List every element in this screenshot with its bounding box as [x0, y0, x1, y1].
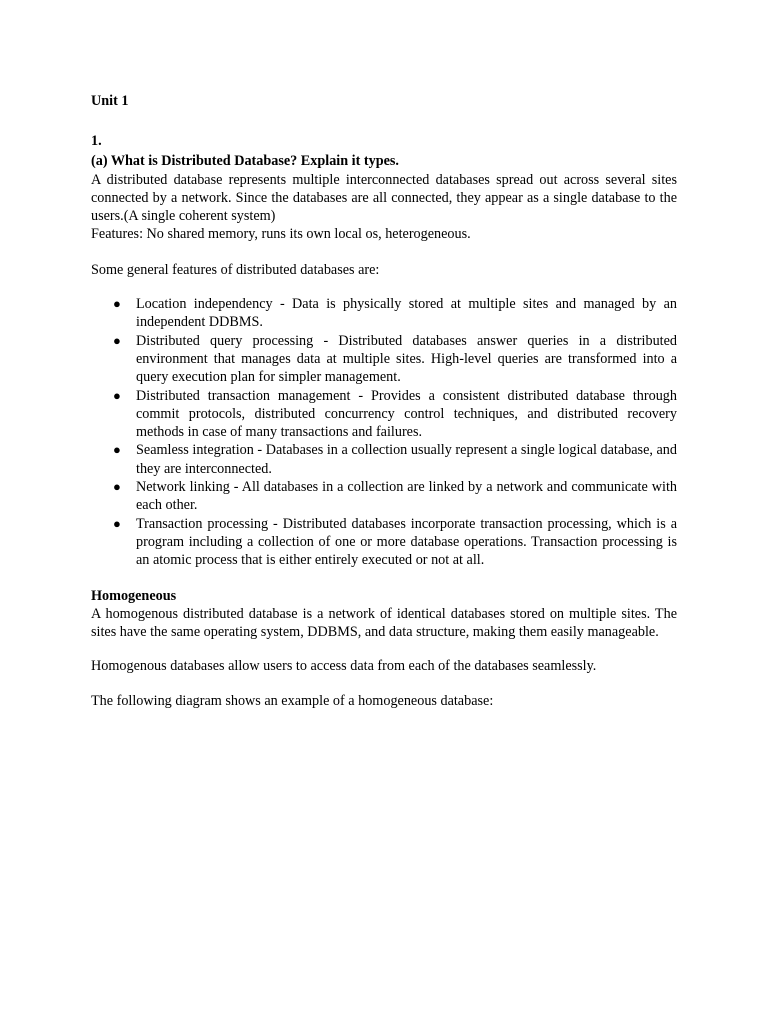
bullet-icon: ●: [113, 387, 121, 403]
bullet-icon: ●: [113, 296, 121, 312]
diagram-intro-paragraph: The following diagram shows an example of a homogeneous database:: [91, 692, 494, 709]
list-item: [91, 295, 677, 332]
list-item: [91, 441, 677, 478]
list-item: [91, 387, 677, 442]
list-item-text: Distributed transaction management - Provides a consistent distributed database through commit protocols, distributed concurrency control techniques, and distributed recovery methods in case of many transactions and failures.: [136, 387, 677, 441]
question-number: 1.: [91, 133, 102, 149]
list-item: [91, 515, 677, 570]
list-item-text: Distributed query processing - Distributed databases answer queries in a distributed environment that manages data at multiple sites. High-level queries are transformed into a query execution plan for simpler management.: [136, 332, 677, 386]
list-item: [91, 478, 677, 515]
bullet-icon: ●: [113, 332, 121, 348]
homogeneous-access-paragraph: Homogenous databases allow users to access data from each of the databases seamlessly.: [91, 658, 597, 675]
list-item-text: Network linking - All databases in a collection are linked by a network and communicate with each other.: [136, 479, 677, 514]
list-item-text: Seamless integration - Databases in a collection usually represent a single logical database, and they are interconnected.: [136, 442, 677, 477]
features-list: [91, 295, 677, 569]
document-page: [91, 92, 677, 710]
unit-title: Unit 1: [91, 93, 129, 109]
bullet-icon: ●: [113, 479, 121, 495]
features-intro: Some general features of distributed databases are:: [91, 261, 380, 278]
bullet-icon: ●: [113, 515, 121, 531]
list-item-text: Transaction processing - Distributed databases incorporate transaction processing, which is a program including a collection of one or more database operations. Transaction processing is an atomic process that is either entirely executed or not at all.: [136, 515, 677, 569]
homogeneous-heading: Homogeneous: [91, 587, 177, 604]
list-item-text: Location independency - Data is physically stored at multiple sites and managed by an independent DDBMS.: [136, 296, 677, 331]
bullet-icon: ●: [113, 442, 121, 458]
definition-paragraph: A distributed database represents multiple interconnected databases spread out across several sites connected by a network. Since the databases are all connected, they appear as a single database to the users.(A single coherent system): [91, 171, 677, 225]
features-summary-line: Features: No shared memory, runs its own local os, heterogeneous.: [91, 226, 471, 243]
homogeneous-paragraph: A homogenous distributed database is a network of identical databases stored on multiple sites. The sites have the same operating system, DDBMS, and data structure, making them easily manageable.: [91, 605, 677, 641]
list-item: [91, 332, 677, 387]
question-title: (a) What is Distributed Database? Explain it types.: [91, 153, 399, 170]
